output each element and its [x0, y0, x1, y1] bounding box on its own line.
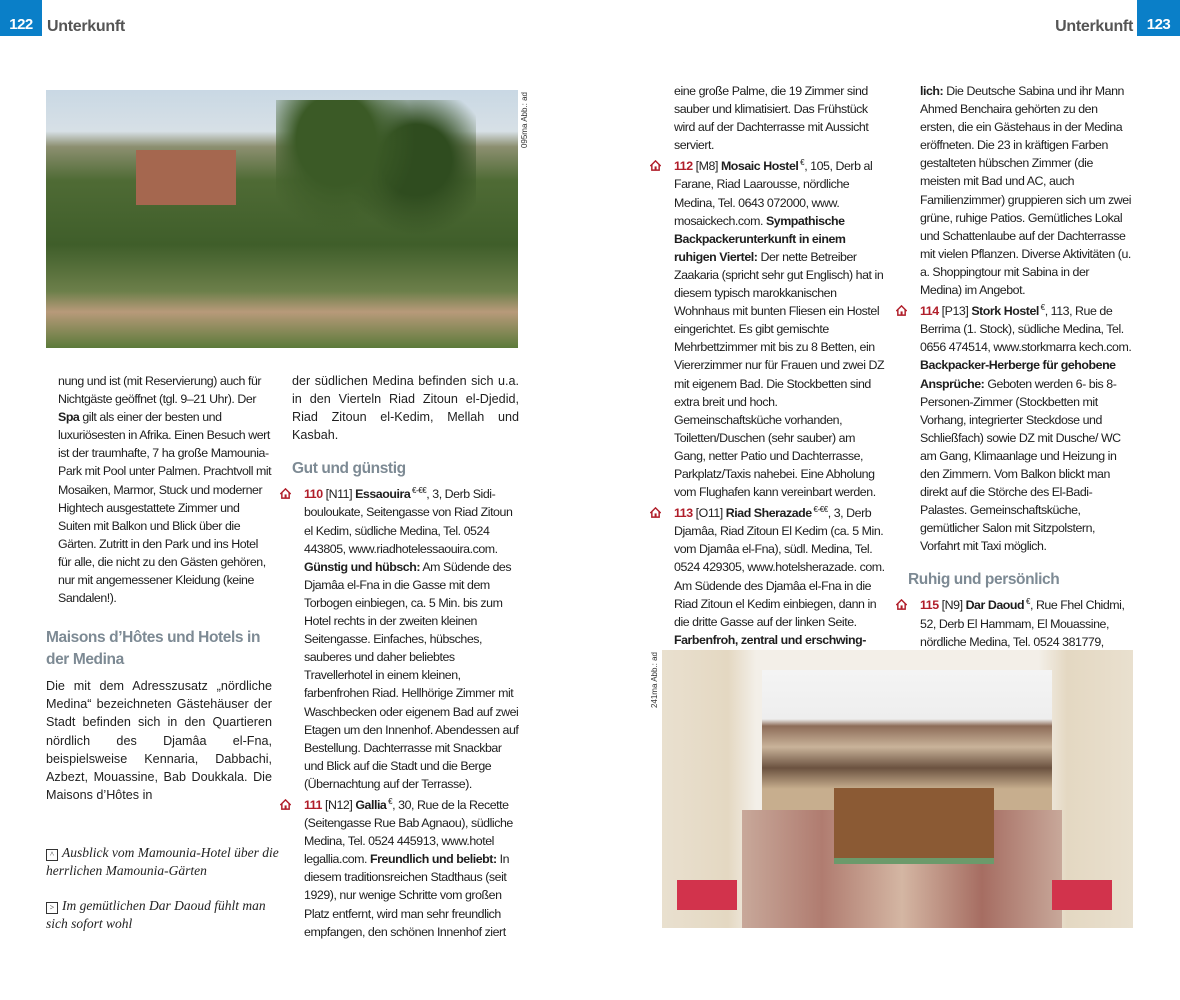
map-number: 115 [920, 598, 939, 613]
price-category: € [1024, 597, 1030, 607]
text-run: [P13] [938, 304, 972, 319]
bold-text: Riad Sherazade [725, 506, 812, 521]
section-heading [292, 458, 519, 480]
caption-bottom-photo [46, 897, 266, 933]
hotel-icon [292, 486, 303, 497]
text-run: Die Deutsche Sabina und ihr Mann Ahmed Benchaira gehörten zu den ersten, die ein Gästehaus in der Medina eröffneten. Die 23 in kräftigen Farben gestalteten hübschen Zimmer (die meisten mit Bad und AC, auch Familienzimmer) gruppieren sich um zwei grüne, ruhige Patios. Gemütliches Lokal und Schattenlaube auf der Dachterrasse mit vielen Pflanzen. Diverse Aktivitäten (u. a. Shoppingtour mit Sabina in der Medina) im Angebot. [920, 84, 1132, 298]
bold-text: Freundlich und beliebt: [370, 852, 497, 867]
text-run: Geboten werden 6- bis 8-Personen-Zimmer (Stockbetten mit Vorhang, integrierter Steckdose und Schließfach) sowie DZ mit Dusche/ WC am Gang, Klimaanlage und Heizung in den Zimmern. Vom Balkon blickt man direkt auf die Störche des El-Badi-Palastes. Gemeinschaftsküche, gemütlicher Salon mit Sitzpolstern, Vorfahrt mit Taxi möglich. [920, 376, 1121, 554]
running-head-right: Unterkunft [1055, 18, 1133, 35]
map-number: 112 [674, 159, 693, 174]
page-number-left: 122 [0, 0, 42, 36]
accommodation-entry [908, 593, 1132, 650]
accommodation-entry [292, 793, 519, 941]
text-run: nung und ist (mit Reservierung) auch für Nichtgäste geöffnet (tgl. 9–21 Uhr). Der [58, 374, 262, 407]
text-run: [N9] [938, 598, 966, 613]
bold-text: Essaouira [355, 487, 411, 502]
dar-daoud-salon-photo [662, 650, 1133, 928]
mamounia-garden-photo [46, 90, 518, 348]
text-run: , 113, Rue de Berrima (1. Stock), südliche Medina, Tel. 0656 474514, www.storkmarra kech.com. [920, 304, 1132, 355]
text-run: [N12] [321, 797, 356, 812]
stool [677, 880, 737, 910]
text-run: [O11] [692, 506, 726, 521]
accommodation-entry [662, 154, 886, 501]
photo-credit-top: 095ma Abb.: ad [520, 92, 529, 149]
paragraph [46, 677, 272, 804]
map-number: 113 [674, 506, 693, 521]
section-heading [46, 627, 272, 671]
caption-text: Ausblick vom Mamounia-Hotel über die herrlichen Mamounia-Gärten [46, 845, 279, 878]
hotel-icon [908, 303, 919, 314]
bold-text: Farbenfroh, zentral und erschwing- [674, 632, 866, 647]
stool [1052, 880, 1112, 910]
text-run: , 105, Derb al Farane, Riad Laarousse, nördliche Medina, Tel. 0643 072000, www. mosaickech.com. [674, 159, 873, 228]
text-run: der südlichen Medina befinden sich u.a. in den Vierteln Riad Zitoun el-Djedid, Riad Zitoun el-Kedim, Mellah und Kasbah. [292, 374, 519, 443]
text-run: Am Südende des Djamâa el-Fna in die Gasse mit dem Torbogen einbiegen, ca. 5 Min. bis zum Hotel rechts in der zweiten kleinen Seitengasse. Einfaches, hübsches, sauberes und daher beliebtes Travellerhotel in einem kleinen, farbenfrohen Riad. Hellhörige Zimmer mit Waschbecken oder eigenem Bad auf zwei Etagen um den Innenhof. Abendessen auf Bestellung. Dachterrasse mit Snackbar und Blick auf die Stadt und die Berge (Übernachtung auf der Terrasse). [304, 559, 519, 791]
text-run: Gut und günstig [292, 460, 406, 478]
paragraph [46, 372, 272, 607]
text-run: [M8] [692, 159, 721, 174]
text-run: Ruhig und persönlich [908, 571, 1060, 589]
price-category: € [798, 158, 805, 168]
accommodation-entry [908, 299, 1132, 555]
hotel-icon [292, 797, 303, 808]
arrow-right-icon: > [46, 902, 58, 914]
caption-text: Im gemütlichen Dar Daoud fühlt man sich sofort wohl [46, 898, 266, 931]
price-category: € [1038, 303, 1045, 313]
bold-text: Gallia [355, 797, 387, 812]
hotel-icon [908, 597, 919, 608]
paragraph [662, 82, 886, 154]
bold-text: Backpacker-Herberge für gehobene Ansprüche: [920, 358, 1116, 391]
bold-text: Spa [58, 410, 80, 425]
text-run: , 3, Derb Djamâa, Riad Zitoun El Kedim (ca. 5 Min. vom Djamâa el-Fna), südl. Medina, Tel. 0524 429305, www.hotelsherazade. com. Am Südende des Djamâa el-Fna in die Riad Zitoun el Kedim einbiegen, dann in die dritte Gasse auf der linken Seite. [674, 506, 885, 629]
price-category: €-€€ [811, 505, 828, 515]
palm-trees [276, 100, 476, 300]
bold-text: lich: [920, 84, 944, 98]
text-column-3 [662, 82, 886, 649]
map-number: 111 [304, 797, 322, 812]
map-number: 114 [920, 304, 939, 319]
text-run: gilt als einer der besten und luxuriösesten in Afrika. Einen Besuch wert ist der traumhafte, 7 ha große Mamounia-Park mit Pool unter Palmen. Prachtvoll mit Mosaiken, Marmor, Stuck und moderner Hightech ausgestattete Zimmer und Suiten mit Balkon und Blick über die Gärten. Zutritt in den Park und ins Hotel für alle, die nicht zu den Gästen gehören, nur mit angemessener Kleidung (keine Sandalen!). [58, 410, 272, 606]
text-column-2 [292, 372, 519, 941]
text-run: Maisons d’Hôtes und Hotels in der Medina [46, 629, 261, 669]
bold-text: Sympathische Backpackerunterkunft in einem ruhigen Viertel: [674, 213, 846, 264]
caption-top-photo [46, 844, 286, 880]
text-run: In diesem traditionsreichen Stadthaus (seit 1929), nur wenige Schritte vom großen Platz entfernt, wird man sehr freundlich empfangen, den schönen Innenhof ziert [304, 852, 510, 939]
text-run: [N11] [322, 487, 356, 502]
arrow-up-icon: ^ [46, 849, 58, 861]
map-number: 110 [304, 487, 323, 502]
section-heading [908, 569, 1132, 591]
bold-text: Dar Daoud [965, 598, 1025, 613]
text-run: , 30, Rue de la Recette (Seitengasse Rue Bab Agnaou), südliche Medina, Tel. 0524 445913, www.hotel legallia.com. [304, 797, 513, 867]
page-number-right: 123 [1137, 0, 1180, 36]
text-run: , 3, Derb Sidi-bouloukate, Seitengasse von Riad Zitoun el Kedim, südliche Medina, Tel. 0524 443805, www.riadhotelessaouira.com. [304, 487, 513, 556]
price-category: €-€€ [410, 486, 427, 496]
table [834, 788, 994, 864]
building [136, 150, 236, 205]
bold-text: Mosaic Hostel [720, 159, 799, 174]
paragraph [908, 82, 1132, 299]
text-column-1 [46, 372, 272, 804]
hotel-icon [662, 505, 673, 516]
accommodation-entry [292, 482, 519, 793]
text-run: Der nette Betreiber Zaakaria (spricht sehr gut Englisch) hat in diesem typisch marokkanischen Wohnhaus mit bunten Fliesen ein Hostel eingerichtet. Es gibt gemischte Mehrbettzimmer mit bis zu 8 Betten, ein Viererzimmer nur für Frauen und zwei DZ mit eigenem Bad. Die Stockbetten sind extra breit und hoch. Gemeinschaftsküche vorhanden, Toiletten/Duschen (sehr sauber) am Gang, netter Patio und Dachterrasse, Parkplatz/Taxis nahebei. Eine Abholung vom Flughafen kann vereinbart werden. [674, 249, 885, 500]
text-run: Die mit dem Adresszusatz „nördliche Medina“ bezeichneten Gästehäuser der Stadt befinden sich in den Quartieren nördlich des Djamâa el-Fna, beispielsweise Kennaria, Dabbachi, Azbezt, Mouassine, Bab Doukkala. Die Maisons d’Hôtes in [46, 679, 272, 802]
bold-text: Stork Hostel [971, 304, 1039, 319]
running-head-left: Unterkunft [47, 18, 125, 35]
text-run: eine große Palme, die 19 Zimmer sind sauber und klimatisiert. Das Frühstück wird auf der Dachterrasse mit Aussicht serviert. [674, 84, 869, 153]
bold-text: Günstig und hübsch: [304, 559, 421, 574]
paragraph [292, 372, 519, 444]
accommodation-entry [662, 501, 886, 649]
hotel-icon [662, 158, 673, 169]
price-category: € [386, 796, 393, 806]
photo-credit-bottom: 241ma Abb.: ad [650, 652, 659, 709]
text-run: , Rue Fhel Chidmi, 52, Derb El Hammam, El Mouassine, nördliche Medina, Tel. 0524 381779, [920, 598, 1125, 649]
text-column-4 [908, 82, 1132, 651]
